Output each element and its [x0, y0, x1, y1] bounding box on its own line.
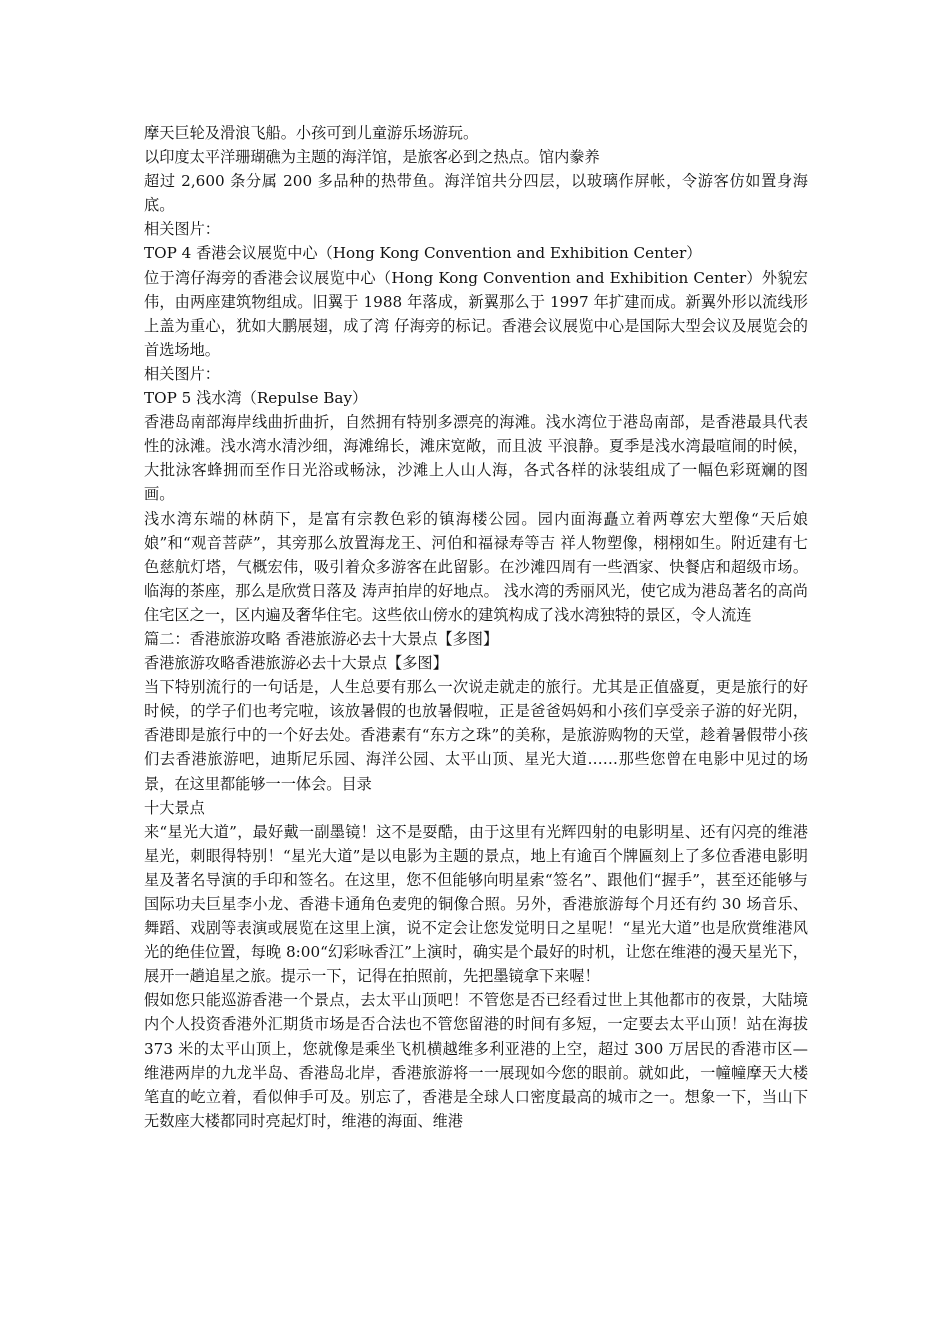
paragraph-victoria-peak: 假如您只能巡游香港一个景点，去太平山顶吧！不管您是否已经看过世上其他都市的夜景，大陆境内个人投资香港外汇期货市场是否合法也不管您留港的时间有多短，一定要去太平山顶！站在海拔 373 米的太平山顶上，您就像是乘坐飞机横越维多利亚港的上空，超过 300 万居民的香港市区—维港两岸的九龙半岛、香港岛北岸，香港旅游将一一展现如今您的眼前。就如此，一幢幢摩天大楼笔直的屹立着，看似伸手可及。别忘了，香港是全球人口密度最高的城市之一。想象一下，当山下无数座大楼都同时亮起灯时，维港的海面、维港 — [144, 991, 808, 1130]
paragraph-1: 摩天巨轮及滑浪飞船。小孩可到儿童游乐场游玩。 — [144, 124, 479, 142]
section-heading-top4: TOP 4 香港会议展览中心（Hong Kong Convention and Exhibition Center） — [144, 244, 702, 263]
paragraph-intro: 当下特别流行的一句话是，人生总要有那么一次说走就走的旅行。尤其是正值盛夏，更是旅行的好时候，的学子们也考完啦，该放暑假的也放暑假啦，正是爸爸妈妈和小孩们享受亲子游的好光阴，香港即是旅行中的一个好去处。香港素有“东方之珠”的美称，是旅游购物的天堂，趁着暑假带小孩们去香港旅游吧，迪斯尼乐园、海洋公园、太平山顶、星光大道……那些您曾在电影中见过的场景，在这里都能够一一体会。目录 — [144, 678, 808, 793]
paragraph-repulse-bay-2: 浅水湾东端的林荫下，是富有宗教色彩的镇海楼公园。园内面海矗立着两尊宏大塑像“天后娘娘”和“观音菩萨”，其旁那么放置海龙王、河伯和福禄寿等吉 祥人物塑像，栩栩如生。附近建有七色慈航灯塔，气概宏伟，吸引着众多游客在此留影。在沙滩四周有一些酒家、快餐店和超级市场。临海的茶座，那么是欣赏日落及 涛声拍岸的好地点。 浅水湾的秀丽风光，使它成为港岛著名的高尚住宅区之一，区内遍及奢华住宅。这些依山傍水的建筑构成了浅水湾独特的景区，令人流连 — [144, 509, 808, 624]
chapter-heading-2: 篇二：香港旅游攻略 香港旅游必去十大景点【多图】 — [144, 629, 499, 648]
related-images-label-1: 相关图片： — [144, 220, 220, 239]
section-heading-top10: 十大景点 — [144, 798, 205, 817]
paragraph-2: 以印度太平洋珊瑚礁为主题的海洋馆，是旅客必到之热点。馆内豢养 — [144, 148, 600, 167]
paragraph-convention-center: 位于湾仔海旁的香港会议展览中心（Hong Kong Convention and Exhibition Center）外貌宏伟，由两座建筑物组成。旧翼于 1988 年落成，新翼那么于 1997 年扩建而成。新翼外形以流线形上盖为重心，犹如大鹏展翅，成了湾 仔海旁的标记。香港会议展览中心是国际大型会议及展览会的首选场地。 — [144, 268, 808, 359]
document-page — [144, 121, 808, 1133]
paragraph-repulse-bay-1: 香港岛南部海岸线曲折曲折，自然拥有特别多漂亮的海滩。浅水湾位于港岛南部，是香港最具代表性的泳滩。浅水湾水清沙细，海滩绵长，滩床宽敞，而且波 平浪静。夏季是浅水湾最喧闹的时候，大批泳客蜂拥而至作日光浴或畅泳，沙滩上人山人海，各式各样的泳装组成了一幅色彩斑斓的图画。 — [144, 413, 808, 504]
paragraph-3: 超过 2,600 条分属 200 多品种的热带鱼。海洋馆共分四层，以玻璃作屏帐，令游客仿如置身海底。 — [144, 172, 808, 215]
chapter-subtitle-2: 香港旅游攻略香港旅游必去十大景点【多图】 — [144, 654, 448, 673]
related-images-label-2: 相关图片： — [144, 364, 220, 383]
paragraph-avenue-of-stars: 来“星光大道”，最好戴一副墨镜！这不是耍酷，由于这里有光辉四射的电影明星、还有闪亮的维港星光，刺眼得特别！“星光大道”是以电影为主题的景点，地上有逾百个牌匾刻上了多位香港电影明星及著名导演的手印和签名。在这里，您不但能够向明星索“签名”、跟他们“握手”，甚至还能够与国际功夫巨星李小龙、香港卡通角色麦兜的铜像合照。另外，香港旅游每个月还有约 30 场音乐、舞蹈、戏剧等表演或展览在这里上演，说不定会让您发觉明日之星呢！“星光大道”也是欣赏维港风光的绝佳位置，每晚 8:00“幻彩咏香江”上演时，确实是个最好的时机，让您在维港的漫天星光下，展开一趟追星之旅。提示一下，记得在拍照前，先把墨镜拿下来喔！ — [144, 822, 808, 986]
section-heading-top5: TOP 5 浅水湾（Repulse Bay） — [144, 389, 368, 408]
